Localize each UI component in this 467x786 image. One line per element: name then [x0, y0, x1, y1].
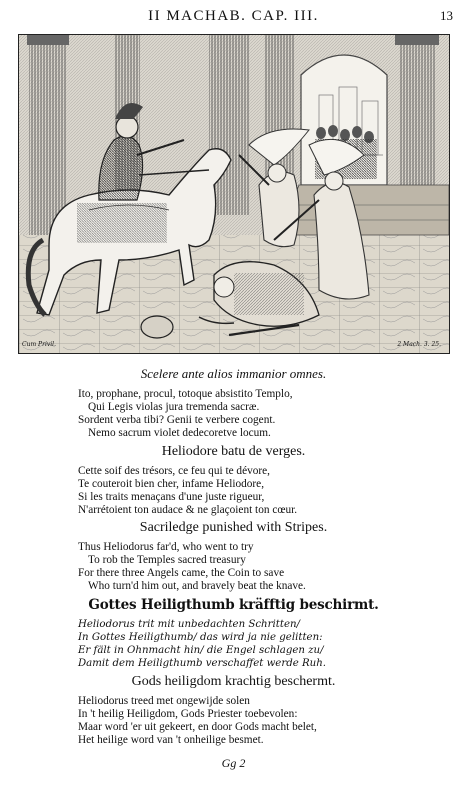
french-heading: Heliodore batu de verges. — [161, 444, 306, 459]
verse-line: Thus Heliodorus far'd, who went to try — [78, 541, 254, 553]
verse-line: Maar word 'er uit gekeert, en door Gods macht belet, — [78, 721, 317, 733]
english-verse — [78, 541, 418, 593]
verse-line: Qui Legis violas jura tremenda sacræ. — [88, 401, 260, 413]
plate-privilege-mark: Cum Privil. — [22, 341, 57, 348]
latin-motto: Scelere ante alios immanior omnes. — [140, 366, 327, 381]
running-header — [0, 4, 467, 30]
plate-scripture-reference: 2 Mach. 3. 25. — [397, 341, 441, 348]
verse-line: Ito, prophane, procul, totoque absistito Templo, — [78, 388, 293, 400]
english-heading: Sacriledge punished with Stripes. — [139, 520, 328, 535]
german-heading: Gottes Heiligthumb kräfftig beschirmt. — [88, 597, 379, 613]
verse-line: Sordent verba tibi? Genii te verbere cogent. — [78, 414, 276, 426]
verse-line: Heliodorus treed met ongewijde solen — [78, 695, 250, 707]
verse-line: Heliodorus trit mit unbedachten Schritten/ — [78, 619, 300, 630]
page-number: 13 — [440, 8, 453, 23]
verse-line: Nemo sacrum violet dedecoretve locum. — [88, 427, 271, 439]
verse-line: To rob the Temples sacred treasury — [88, 554, 246, 566]
engraving-artwork — [19, 35, 449, 353]
verse-line: Te couteroit bien cher, infame Heliodore, — [78, 478, 265, 490]
page-title: II MACHAB. CAP. III. — [148, 8, 319, 24]
verse-line: In Gottes Heiligthumb/ das wird ja nie gelitten: — [78, 632, 323, 643]
verse-line: In 't heilig Heiligdom, Gods Priester toebevolen: — [78, 708, 298, 720]
dutch-heading: Gods heiligdom krachtig beschermt. — [131, 674, 336, 689]
engraving-illustration — [18, 34, 450, 354]
verse-line: Cette soif des trésors, ce feu qui te dévore, — [78, 465, 270, 477]
gathering-signature: Gg 2 — [221, 756, 246, 770]
dutch-verse — [78, 695, 418, 747]
verse-line: For there three Angels came, the Coin to save — [78, 567, 285, 579]
verse-line: N'arrétoient ton audace & ne glaçoient ton cœur. — [78, 504, 298, 516]
column-left — [27, 35, 69, 235]
verse-line: Who turn'd him out, and bravely beat the knave. — [88, 580, 306, 592]
helmet-on-ground — [141, 316, 173, 338]
verse-line: Er fält in Ohnmacht hin/ die Engel schlagen zu/ — [78, 645, 324, 656]
verse-line: Si les traits menaçans d'une juste rigueur, — [78, 491, 265, 503]
french-verse — [78, 465, 418, 517]
latin-verse — [78, 388, 418, 440]
verse-line: Damit dem Heiligthumb verschaffet werde Ruh. — [78, 658, 327, 669]
german-verse — [78, 618, 418, 670]
verse-line: Het heilige word van 't onheilige besmet. — [78, 734, 264, 746]
